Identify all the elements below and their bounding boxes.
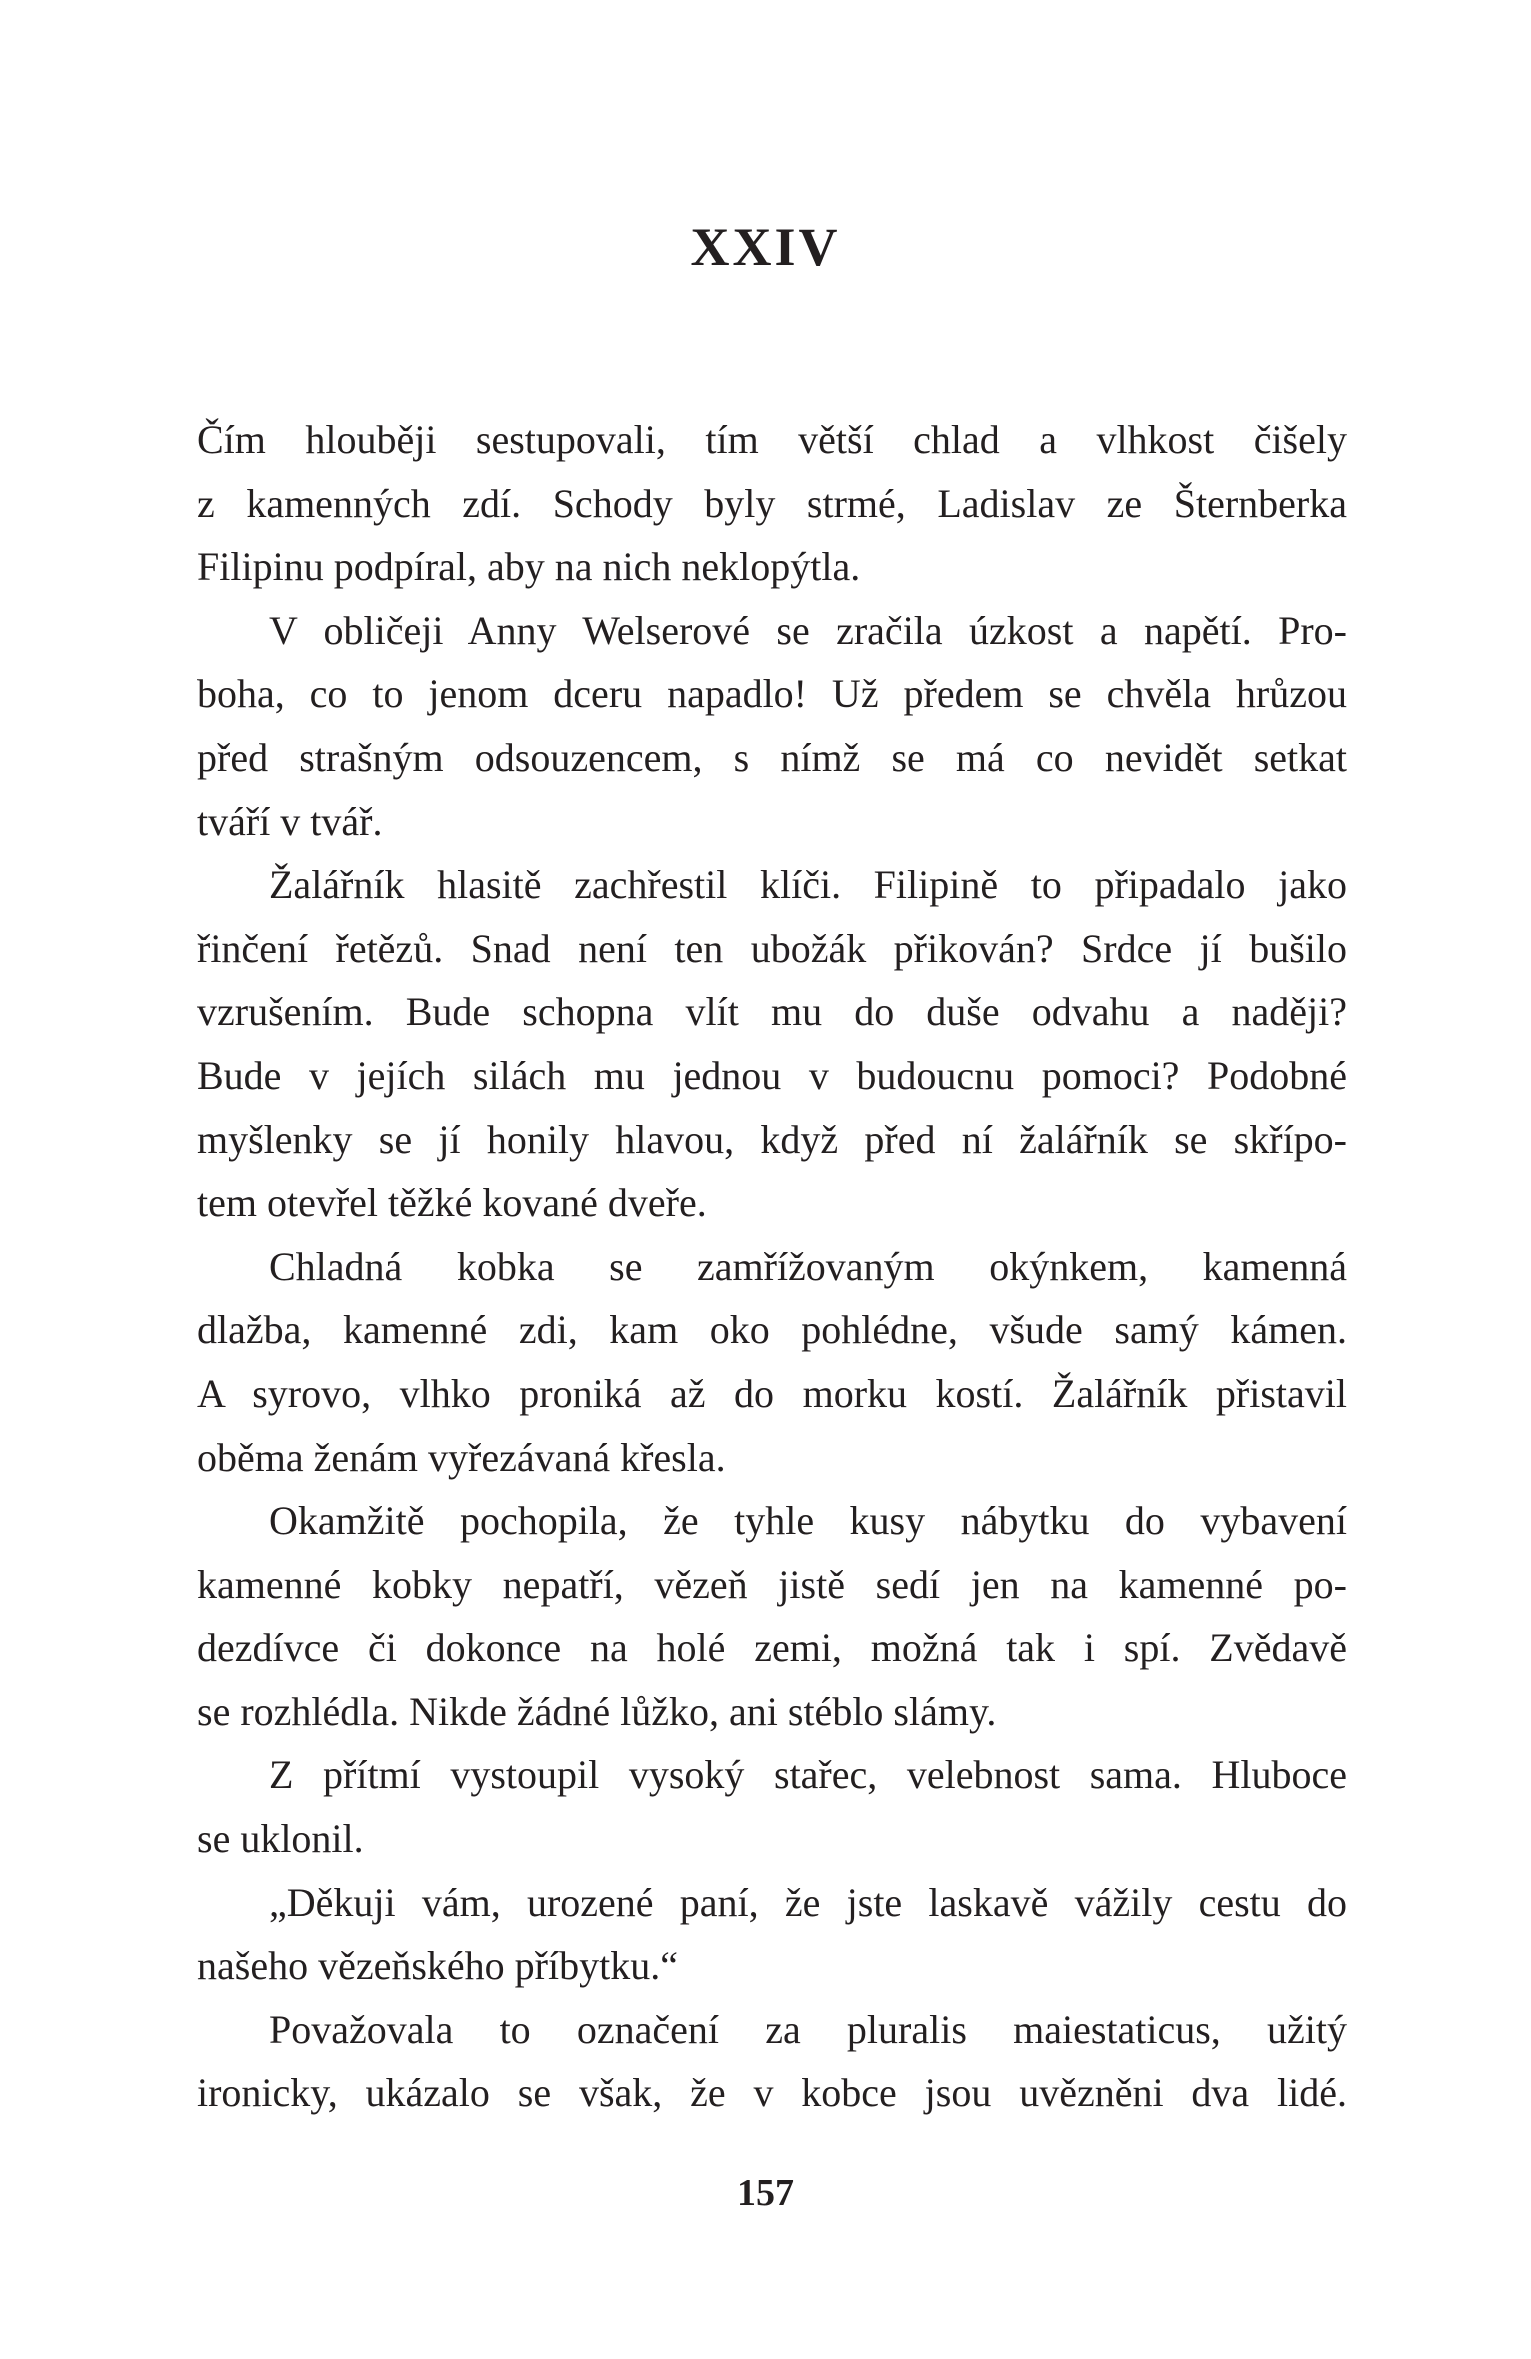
text-line: A syrovo, vlhko proniká až do morku kostí. Žalářník přistavil [197,1370,1347,1416]
text-line: z kamenných zdí. Schody byly strmé, Ladislav ze Šternberka [197,480,1347,526]
text-line: Čím hlouběji sestupovali, tím větší chlad a vlhkost čišely [197,417,1347,462]
text-line: tem otevřel těžké kované dveře. [197,1180,707,1226]
text-line: oběma ženám vyřezávaná křesla. [197,1434,726,1480]
text-line: kamenné kobky nepatří, vězeň jistě sedí jen na kamenné po- [197,1561,1347,1607]
text-line: vzrušením. Bude schopna vlít mu do duše odvahu a naději? [197,989,1347,1035]
text-line: myšlenky se jí honily hlavou, když před ní žalářník se skřípo- [197,1116,1347,1162]
page-number: 157 [737,2172,794,2214]
text-line: dezdívce či dokonce na holé zemi, možná tak i spí. Zvědavě [197,1625,1347,1671]
text-line: tváří v tvář. [197,798,383,844]
chapter-title: XXIV [690,217,841,277]
text-line: Chladná kobka se zamřížovaným okýnkem, kamenná [269,1243,1347,1289]
text-line: řinčení řetězů. Snad není ten ubožák přikován? Srdce jí bušilo [197,925,1347,971]
text-line: před strašným odsouzencem, s nímž se má co nevidět setkat [197,734,1347,780]
text-line: Žalářník hlasitě zachřestil klíči. Filipině to připadalo jako [269,862,1347,908]
text-line: se uklonil. [197,1816,364,1862]
text-line: dlažba, kamenné zdi, kam oko pohlédne, všude samý kámen. [197,1307,1347,1353]
text-line: Filipinu podpíral, aby na nich neklopýtla. [197,544,861,590]
text-line: se rozhlédla. Nikde žádné lůžko, ani stéblo slámy. [197,1688,997,1734]
text-line: Považovala to označení za pluralis maiestaticus, užitý [269,2006,1347,2052]
text-line: boha, co to jenom dceru napadlo! Už předem se chvěla hrůzou [197,671,1347,717]
text-line: „Děkuji vám, urozené paní, že jste laskavě vážily cestu do [269,1879,1347,1925]
text-line: Z přítmí vystoupil vysoký stařec, velebnost sama. Hluboce [269,1752,1347,1798]
text-line: našeho vězeňského příbytku.“ [197,1943,678,1989]
text-line: Okamžitě pochopila, že tyhle kusy nábytku do vybavení [269,1498,1347,1544]
text-line: ironicky, ukázalo se však, že v kobce jsou uvězněni dva lidé. [197,2070,1347,2116]
text-line: V obličeji Anny Welserové se zračila úzkost a napětí. Pro- [269,607,1347,653]
text-line: Bude v jejích silách mu jednou v budoucnu pomoci? Podobné [197,1052,1347,1098]
body-text [197,408,1347,2125]
